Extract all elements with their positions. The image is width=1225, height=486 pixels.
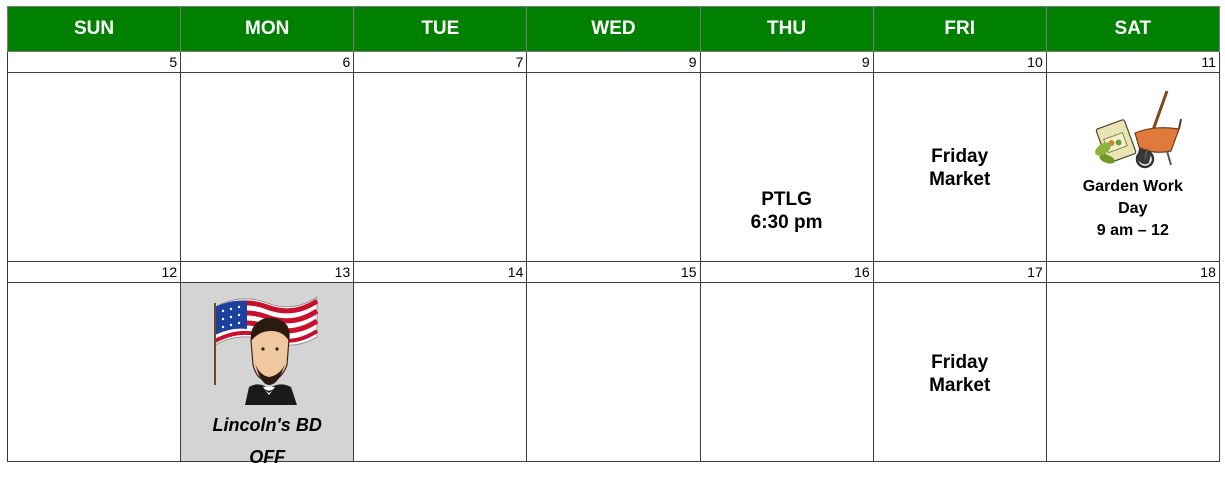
day-cell xyxy=(527,283,700,462)
date-number: 18 xyxy=(1046,262,1219,283)
week2-date-row xyxy=(8,262,1220,283)
event-time: 9 am – 12 xyxy=(1096,222,1169,239)
date-number: 16 xyxy=(700,262,873,283)
date-number: 13 xyxy=(181,262,354,283)
day-cell xyxy=(354,73,527,262)
date-number: 9 xyxy=(700,52,873,73)
day-cell-thu-9 xyxy=(700,73,873,262)
event-title: Lincoln's BD xyxy=(212,415,322,435)
event-garden-work-day xyxy=(1047,176,1219,242)
day-cell xyxy=(700,283,873,462)
day-cell xyxy=(181,73,354,262)
weekday-header-sat: SAT xyxy=(1046,7,1219,52)
date-number: 14 xyxy=(354,262,527,283)
date-number: 6 xyxy=(181,52,354,73)
day-cell-fri-17 xyxy=(873,283,1046,462)
day-cell-mon-13-holiday xyxy=(181,283,354,467)
event-title: PTLG xyxy=(761,189,812,210)
event-title-line2: Market xyxy=(929,169,991,190)
day-cell xyxy=(354,283,527,462)
weekday-header-tue: TUE xyxy=(354,7,527,52)
event-lincolns-birthday xyxy=(181,409,353,473)
weekday-header-mon: MON xyxy=(181,7,354,52)
event-title-line1: Garden Work xyxy=(1082,178,1183,195)
event-friday-market xyxy=(874,145,1046,191)
event-title-line2: Day xyxy=(1118,200,1148,217)
day-cell xyxy=(8,283,181,462)
week1-events-row xyxy=(8,73,1220,262)
event-ptlg xyxy=(701,188,873,234)
date-number: 5 xyxy=(8,52,181,73)
day-cell xyxy=(8,73,181,262)
event-friday-market xyxy=(874,351,1046,397)
event-title-line2: Market xyxy=(929,375,991,396)
event-time: 6:30 pm xyxy=(750,212,823,233)
garden-tools-icon xyxy=(1087,89,1182,177)
day-cell xyxy=(527,73,700,262)
date-number: 11 xyxy=(1046,52,1219,73)
date-number: 12 xyxy=(8,262,181,283)
day-cell-sat-11 xyxy=(1046,73,1219,262)
weekday-header-sun: SUN xyxy=(8,7,181,52)
event-title-line1: Friday xyxy=(931,352,989,373)
weekday-header-fri: FRI xyxy=(873,7,1046,52)
date-number: 7 xyxy=(354,52,527,73)
day-cell xyxy=(1046,283,1219,462)
lincoln-flag-icon xyxy=(211,285,321,405)
day-cell-fri-10 xyxy=(873,73,1046,262)
event-status: OFF xyxy=(249,447,286,467)
date-number: 15 xyxy=(527,262,700,283)
calendar-grid xyxy=(7,6,1220,467)
week2-events-row xyxy=(8,283,1220,462)
date-number: 9 xyxy=(527,52,700,73)
weekday-header-thu: THU xyxy=(700,7,873,52)
week1-date-row xyxy=(8,52,1220,73)
date-number: 17 xyxy=(873,262,1046,283)
weekday-header-wed: WED xyxy=(527,7,700,52)
event-title-line1: Friday xyxy=(931,146,989,167)
weekday-header-row xyxy=(8,7,1220,52)
date-number: 10 xyxy=(873,52,1046,73)
